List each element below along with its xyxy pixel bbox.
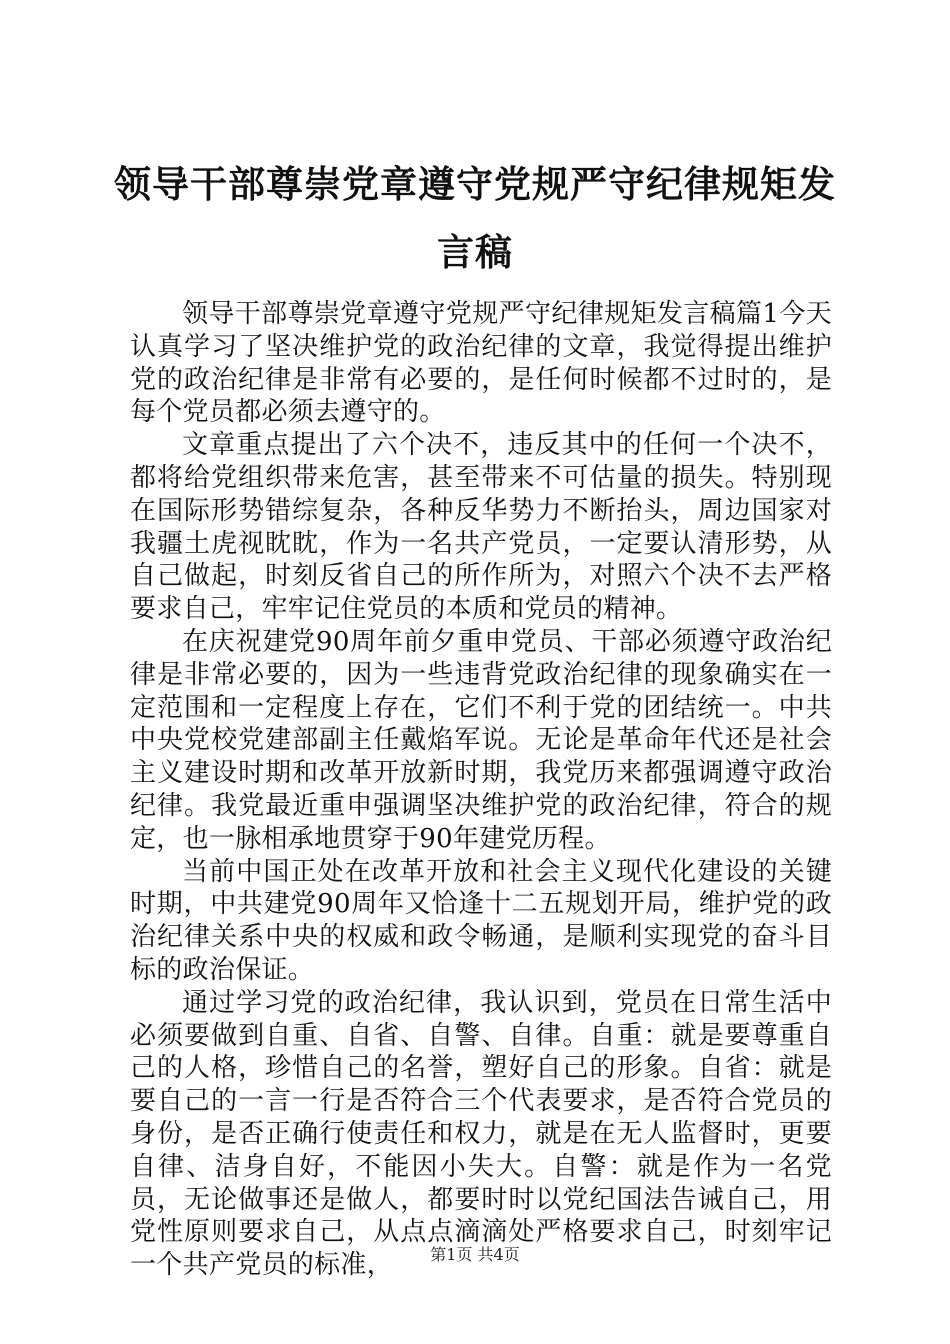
document-title: 领导干部尊崇党章遵守党规严守纪律规矩发言稿 xyxy=(114,162,836,274)
paragraph-2: 文章重点提出了六个决不，违反其中的任何一个决不，都将给党组织带来危害，甚至带来不可估量的损失。特别现在国际形势错综复杂，各种反华势力不断抬头，周边国家对我疆土虎视眈眈，作为一名共产党员，一定要认清形势，从自己做起，时刻反省自己的所作所为，对照六个决不去严格要求自己，牢牢记住党员的本质和党员的精神。 xyxy=(130,430,832,625)
page-number-footer: 第1页 共4页 xyxy=(430,1245,520,1264)
paragraph-1: 领导干部尊崇党章遵守党规严守纪律规矩发言稿篇1今天认真学习了坚决维护党的政治纪律的文章，我觉得提出维护党的政治纪律是非常有必要的，是任何时候都不过时的，是每个党员都必须去遵守的。 xyxy=(130,299,832,428)
paragraph-3: 在庆祝建党90周年前夕重申党员、干部必须遵守政治纪律是非常必要的，因为一些违背党政治纪律的现象确实在一定范围和一定程度上存在，它们不利于党的团结统一。中共中央党校党建部副主任戴焰军说。无论是革命年代还是社会主义建设时期和改革开放新时期，我党历来都强调遵守政治纪律。我党最近重申强调坚决维护党的政治纪律，符合的规定，也一脉相承地贯穿于90年建党历程。 xyxy=(130,626,832,854)
document-body xyxy=(130,298,832,1282)
paragraph-5: 通过学习党的政治纪律，我认识到，党员在日常生活中必须要做到自重、自省、自警、自律。自重：就是要尊重自己的人格，珍惜自己的名誉，塑好自己的形象。自省：就是要自己的一言一行是否符合三个代表要求，是否符合党员的身份，是否正确行使责任和权力，就是在无人监督时，更要自律、洁身自好，不能因小失大。自警：就是作为一名党员，无论做事还是做人，都要时时以党纪国法告诫自己，用党性原则要求自己，从点点滴滴处严格要求自己，时刻牢记一个共产党员的标准， xyxy=(130,987,832,1281)
paragraph-4: 当前中国正处在改革开放和社会主义现代化建设的关键时期，中共建党90周年又恰逢十二五规划开局，维护党的政治纪律关系中央的权威和政令畅通，是顺利实现党的奋斗目标的政治保证。 xyxy=(130,856,832,985)
